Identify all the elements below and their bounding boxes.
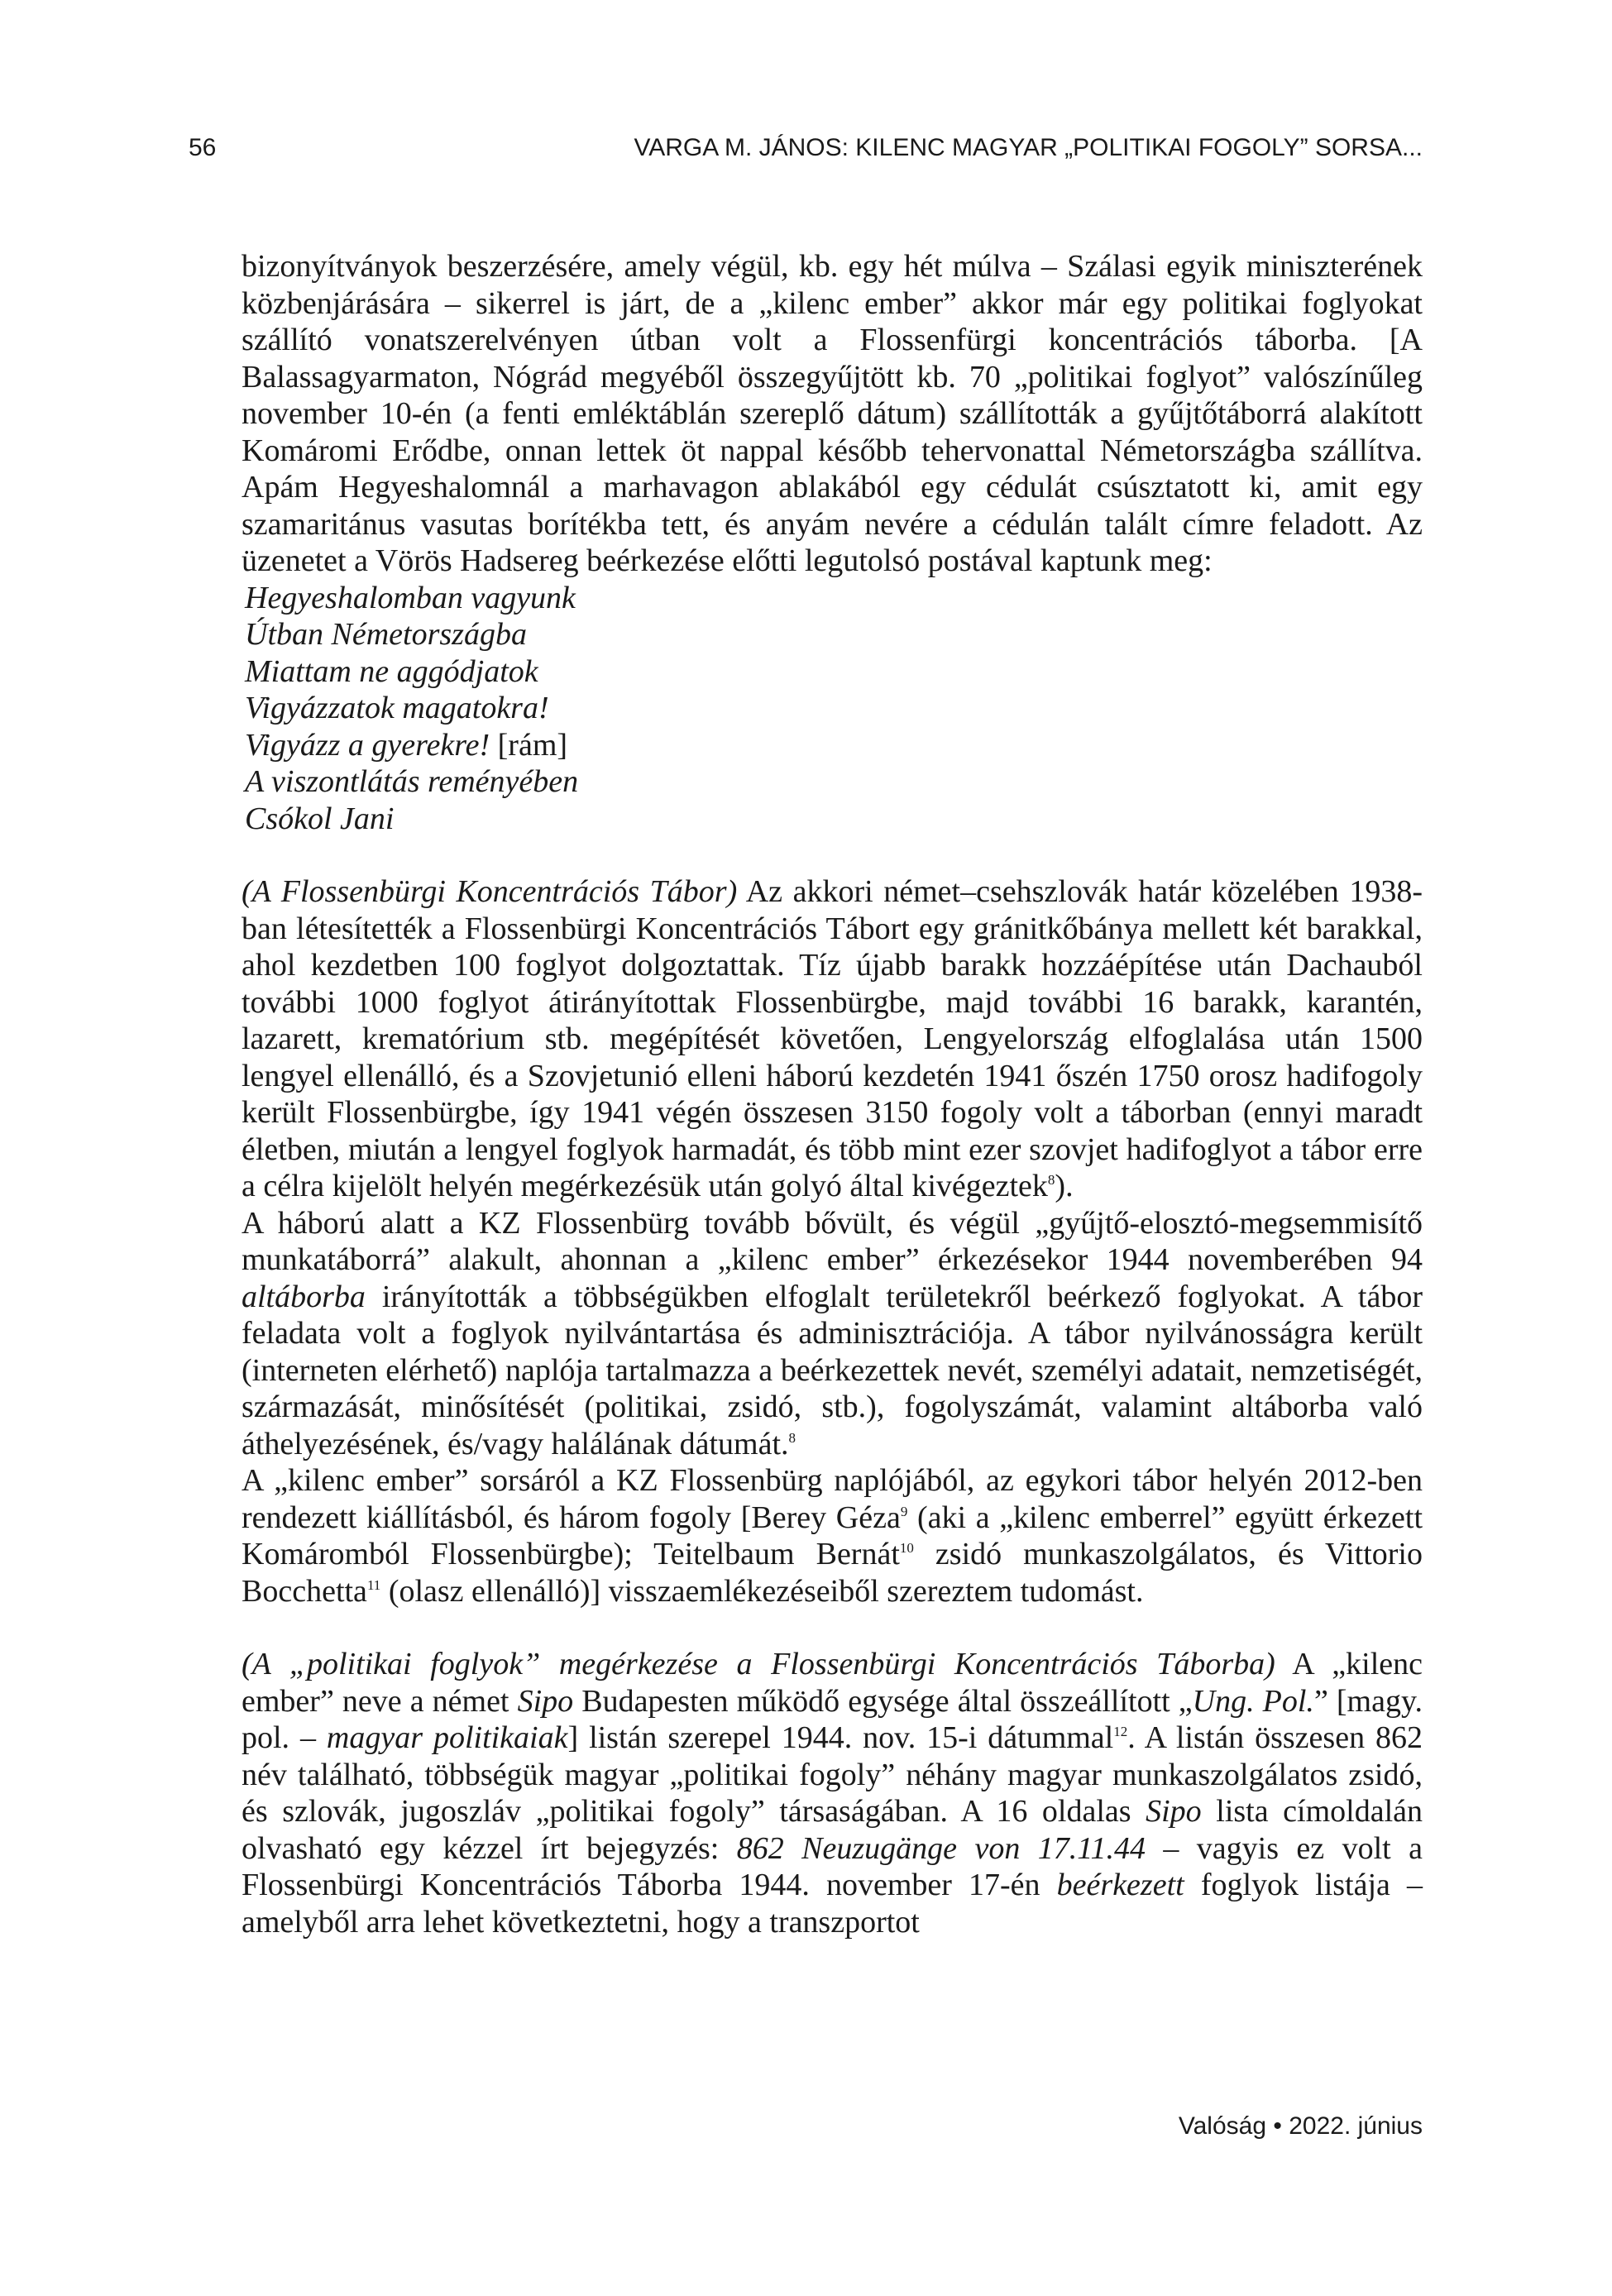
footnote-ref: 8: [1047, 1172, 1055, 1188]
paragraph-3-text-1: A háború alatt a KZ Flossenbürg tovább bővült, és végül „gyűjtő-elosztó-megsemmisítő munkatáborrá” alakult, ahonnan a „kilenc ember” érkezésekor 1944 novemberében 94: [242, 1205, 1423, 1277]
footnote-ref: 9: [900, 1503, 908, 1519]
section-heading-arrival: (A „politikai foglyok” megérkezése a Flossenbürgi Koncentrációs Táborba): [242, 1647, 1275, 1681]
page-number: 56: [189, 134, 217, 161]
paragraph-4-text-1: A „kilenc ember” sorsáról a KZ Flossenbürg naplójából, az egykori tábor helyén 2012-ben rendezett kiállításból, és három fogoly [Berey Géza: [242, 1463, 1423, 1535]
footnote-ref: 12: [1113, 1724, 1128, 1739]
paragraph-5-i4: Sipo: [1146, 1794, 1202, 1829]
paragraph-1: [242, 248, 1423, 580]
footnote-ref: 10: [899, 1540, 914, 1556]
paragraph-3: [242, 1205, 1423, 1463]
paragraph-5-t8: foglyok listája – amelyből arra lehet következtetni, hogy a transzportot: [242, 1868, 1423, 1940]
paragraph-5-t6: lista címoldalán olvasható egy kézzel írt bejegyzés:: [242, 1794, 1423, 1866]
paragraph-5-t4: ] listán szerepel 1944. nov. 15-i dátummal: [567, 1720, 1114, 1755]
section-gap: [242, 1610, 1423, 1646]
poem-line-5-note: [rám]: [490, 727, 568, 763]
paragraph-1-text: bizonyítványok beszerzésére, amely végül, kb. egy hét múlva – Szálasi egyik miniszterének közbenjárására – sikerrel is járt, de a „kilenc ember” akkor már egy politikai foglyokat szállító vonatszerelvényen útban volt a Flossenfürgi koncentrációs táborba. [A Balassagyarmaton, Nógrád megyéből összegyűjtött kb. 70 „politikai foglyot” valószínűleg november 10-én (a fenti emléktáblán szereplő dátum) szállították a gyűjtőtáborrá alakított Komáromi Erődbe, onnan lettek öt nappal később tehervonattal Németországba szállítva. Apám Hegyeshalomnál a marhavagon ablakából egy cédulát csúsztatott ki, amit egy szamaritánus vasutas borítékba tett, és anyám nevére a cédulán talált címre feladott. Az üzenetet a Vörös Hadsereg beérkezése előtti legutolsó postával kaptunk meg:: [242, 249, 1423, 578]
paragraph-4-text-2: (aki a „kilenc emberrel” együtt érkezett Komáromból Flossenbürgbe); Teitelbaum Bernát: [242, 1500, 1423, 1571]
paragraph-5: [242, 1646, 1423, 1940]
paragraph-5-i1: Sipo: [517, 1683, 574, 1719]
article-body: [242, 248, 1423, 1940]
paragraph-4-text-3: zsidó munkaszolgálatos, és Vittorio Bocchetta: [242, 1537, 1423, 1609]
paragraph-4-text-4: (olasz ellenálló)] visszaemlékezéseiből szereztem tudomást.: [380, 1573, 1144, 1609]
poem-line-5: [242, 727, 1423, 764]
paragraph-5-i6: beérkezett: [1056, 1868, 1184, 1902]
paragraph-5-t7: – vagyis ez volt a Flossenbürgi Koncentrációs Táborba 1944. november 17-én: [242, 1830, 1423, 1902]
footnote-ref: 11: [366, 1576, 381, 1593]
poem: [242, 580, 1423, 838]
paragraph-3-text-2: irányították a többségükben elfoglalt területekről beérkező foglyokat. A tábor feladata volt a foglyok nyilvántartása és adminisztrációja. A tábor nyilvánosságra került (interneten elérhető) naplója tartalmazza a beérkezettek nevét, személyi adatait, nemzetiségét, származását, minősítését (politikai, zsidó, stb.), fogolyszámát, valamint altáborba való áthelyezésének, és/vagy halálának dátumát.: [242, 1279, 1423, 1461]
poem-line-1: Hegyeshalomban vagyunk: [245, 580, 576, 615]
paragraph-5-t5: . A listán összesen 862 név található, többségük magyar „politikai fogoly” néhány magyar munkaszolgálatos zsidó, és szlovák, jugoszláv „politikai fogoly” társaságában. A 16 oldalas: [242, 1720, 1423, 1829]
footer-journal: Valóság • 2022. június: [1178, 2112, 1423, 2140]
poem-line-4: Vigyázzatok magatokra!: [245, 691, 549, 725]
poem-line-3: Miattam ne aggódjatok: [245, 653, 538, 689]
paragraph-5-i5: 862 Neuzugänge von 17.11.44: [736, 1830, 1146, 1866]
running-head: VARGA M. JÁNOS: KILENC MAGYAR „POLITIKAI FOGOLY” SORSA...: [634, 134, 1423, 161]
paragraph-5-i2: Ung. Pol.: [1192, 1683, 1314, 1719]
paragraph-5-t3: ” [magy. pol. –: [242, 1683, 1423, 1755]
paragraph-2: [242, 873, 1423, 1205]
paragraph-2-end: ).: [1055, 1169, 1074, 1203]
section-gap: [242, 837, 1423, 873]
poem-line-5-italic: Vigyázz a gyerekre!: [245, 727, 490, 763]
paragraph-4: [242, 1462, 1423, 1610]
poem-line-2: Útban Németországba: [245, 617, 527, 652]
paragraph-5-t2: Budapesten működő egysége által összeállított „: [573, 1683, 1193, 1719]
poem-line-7: Csókol Jani: [245, 801, 395, 836]
paragraph-3-italic: altáborba: [242, 1279, 366, 1314]
paragraph-5-t1: A „kilenc ember” neve a német: [242, 1647, 1423, 1719]
paragraph-5-i3: magyar politikaiak: [326, 1720, 568, 1755]
paragraph-2-text: Az akkori német–csehszlovák határ közelében 1938-ban létesítették a Flossenbürgi Koncentrációs Tábort egy gránitkőbánya mellett két barakkal, ahol kezdetben 100 foglyot dolgoztattak. Tíz újabb barakk hozzáépítése után Dachauból további 1000 foglyot átirányítottak Flossenbürgbe, majd további 16 barakk, karantén, lazarett, krematórium stb. megépítését követően, Lengyelország elfoglalása után 1500 lengyel ellenálló, és a Szovjetunió elleni háború kezdetén 1941 őszén 1750 orosz hadifogoly került Flossenbürgbe, így 1941 végén összesen 3150 fogoly volt a táborban (ennyi maradt életben, miután a lengyel foglyok harmadát, és több mint ezer szovjet hadifoglyot a tábor erre a célra kijelölt helyén megérkezésük után golyó által kivégeztek: [242, 874, 1423, 1203]
section-heading-camp: (A Flossenbürgi Koncentrációs Tábor): [242, 874, 738, 909]
poem-line-6: A viszontlátás reményében: [245, 764, 579, 799]
footnote-ref: 8: [788, 1429, 796, 1446]
